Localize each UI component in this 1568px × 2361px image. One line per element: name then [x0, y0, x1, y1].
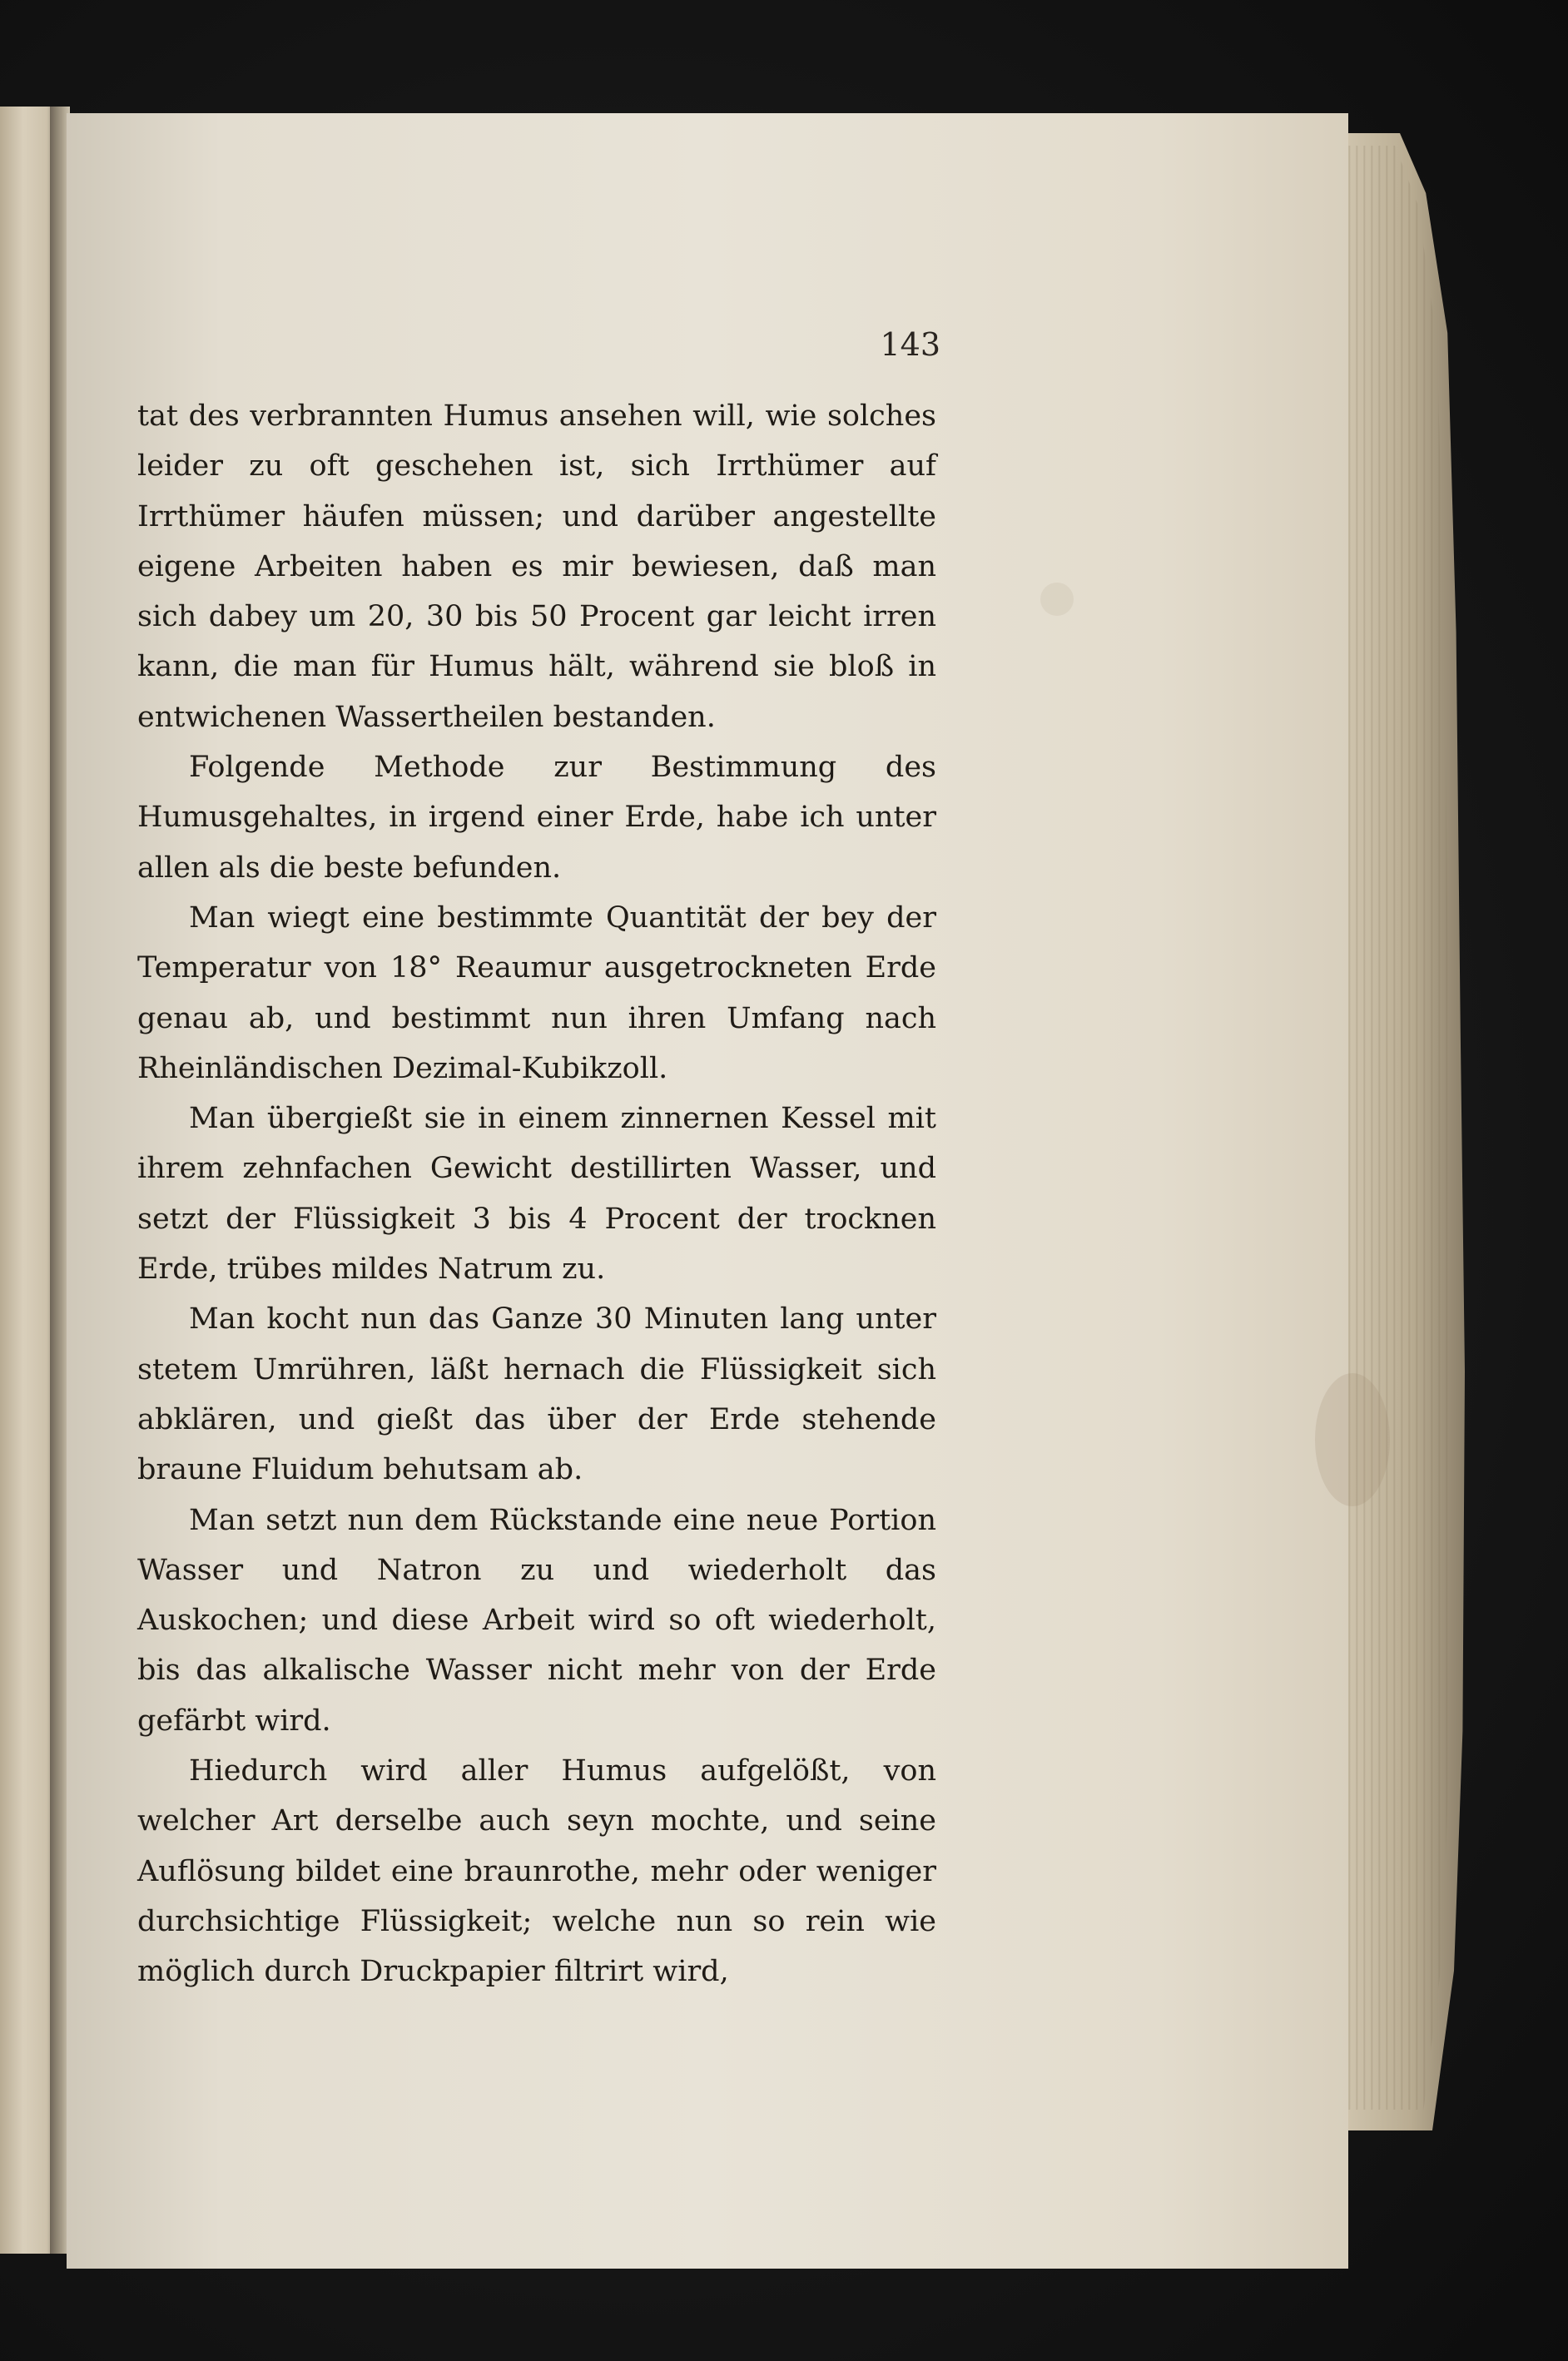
paragraph: Folgende Methode zur Bestimmung des Humusgehaltes, in irgend einer Erde, habe ich unter allen als die beste befunden. [137, 751, 936, 885]
paragraph: Man übergießt sie in einem zinnernen Kessel mit ihrem zehnfachen Gewicht destillirten Wasser, und setzt der Flüssigkeit 3 bis 4 Procent der trocknen Erde, trübes mildes Natrum zu. [137, 1102, 936, 1287]
paragraph: Man setzt nun dem Rückstande eine neue Portion Wasser und Natron zu und wiederholt das Auskochen; und diese Arbeit wird so oft wiederholt, bis das alkalische Wasser nicht mehr von der Erde gefärbt wird. [137, 1503, 936, 1738]
paper-stain [1315, 1373, 1390, 1506]
paragraph: Hiedurch wird aller Humus aufgelößt, von welcher Art derselbe auch seyn mochte, und seine Auflösung bildet eine braunrothe, mehr oder weniger durchsichtige Flüssigkeit; welche nun so rein wie möglich durch Druckpapier filtrirt wird, [137, 1754, 936, 1989]
paragraph: tat des verbrannten Humus ansehen will, wie solches leider zu oft geschehen ist, sich Irrthümer auf Irrthümer häufen müssen; und darüber angestellte eigene Arbeiten haben es mir bewiesen, daß man sich dabey um 20, 30 bis 50 Procent gar leicht irren kann, die man für Humus hält, während sie bloß in entwichenen Wassertheilen bestanden. [137, 399, 936, 734]
paragraph: Man wiegt eine bestimmte Quantität der bey der Temperatur von 18° Reaumur ausgetrockneten Erde genau ab, und bestimmt nun ihren Umfang nach Rheinländischen Dezimal-Kubikzoll. [137, 900, 936, 1085]
page-body-text [137, 391, 936, 1997]
page-number: 143 [880, 326, 940, 363]
paper-stain [1040, 583, 1074, 616]
paragraph: Man kocht nun das Ganze 30 Minuten lang unter stetem Umrühren, läßt hernach die Flüssigkeit sich abklären, und gießt das über der Erde stehende braune Fluidum behutsam ab. [137, 1302, 936, 1487]
